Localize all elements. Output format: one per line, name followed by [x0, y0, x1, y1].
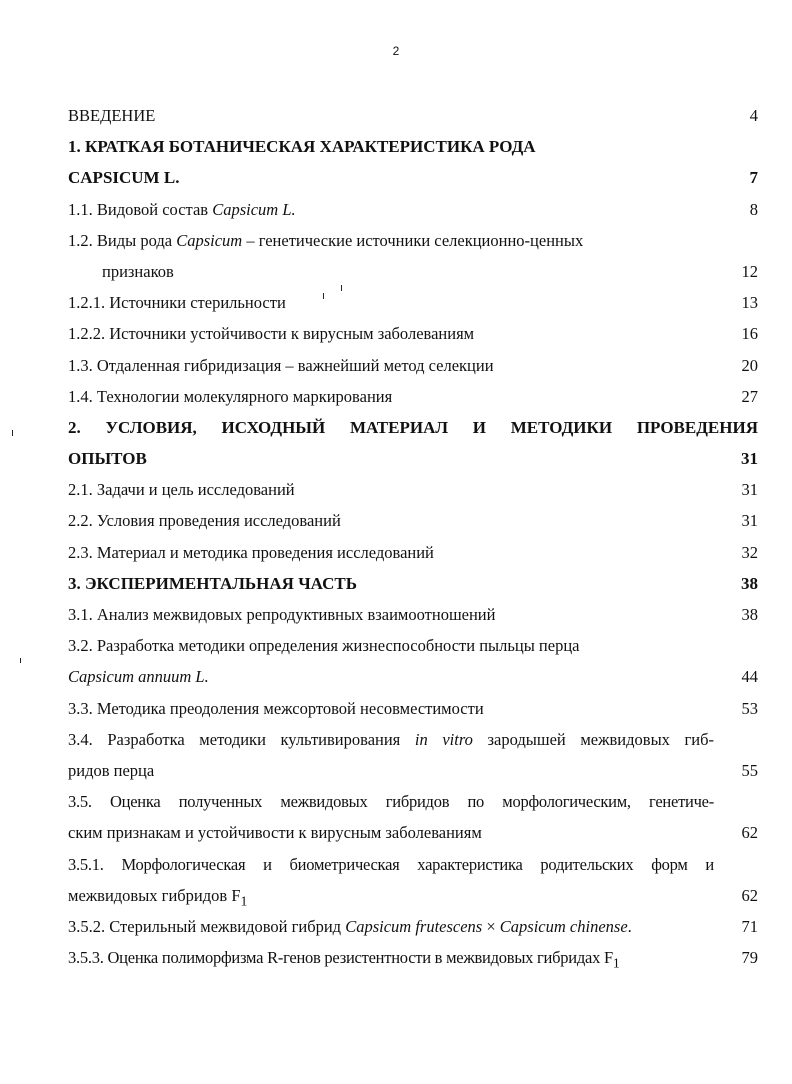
toc-entry-page: 8 — [749, 199, 758, 219]
toc-entry — [68, 724, 758, 755]
scan-speck — [323, 293, 324, 299]
toc-entry-page: 31 — [741, 480, 758, 500]
toc-entry — [68, 599, 758, 630]
toc-entry-title: 3. ЭКСПЕРИМЕНТАЛЬНАЯ ЧАСТЬ — [68, 573, 357, 593]
toc-entry-page: 62 — [741, 823, 758, 843]
toc-entry — [68, 630, 758, 661]
toc-entry — [68, 350, 758, 381]
toc-entry-title: 3.5.3. Оценка полиморфизма R-генов резистентности в межвидовых гибридах $F_1$ — [68, 948, 620, 971]
toc-entry-page: 53 — [741, 698, 758, 718]
toc-entry-title: признаков — [102, 261, 174, 281]
toc-entry-title: 1.4. Технологии молекулярного маркирования — [68, 386, 393, 406]
toc-entry — [68, 256, 758, 287]
toc-entry-title: 1. КРАТКАЯ БОТАНИЧЕСКАЯ ХАРАКТЕРИСТИКА РОДА — [68, 137, 536, 157]
toc-entry — [68, 505, 758, 536]
toc-entry-title: 3.1. Анализ межвидовых репродуктивных взаимоотношений — [68, 605, 496, 624]
toc-entry-page: 20 — [741, 355, 758, 375]
toc-entry — [68, 942, 758, 973]
toc-entry-title: межвидовых гибридов $F_1$ — [68, 885, 248, 908]
toc-entry — [68, 568, 758, 599]
toc-entry-page: 38 — [741, 573, 758, 593]
toc-entry — [68, 474, 758, 505]
toc-entry-title: 3.4. Разработка методики культивирования in vitro зародышей межвидовых гиб- — [68, 729, 715, 749]
toc-entry-page: 27 — [741, 386, 758, 406]
toc-entry-page: 44 — [741, 667, 758, 687]
toc-entry — [68, 162, 758, 193]
toc-entry-title: 1.1. Видовой состав Capsicum L. — [68, 199, 296, 219]
toc-entry — [68, 131, 758, 162]
toc-entry-title: 2.2. Условия проведения исследований — [68, 511, 341, 531]
scan-speck — [20, 658, 21, 663]
toc-entry — [68, 381, 758, 412]
toc-entry — [68, 537, 758, 568]
toc-entry — [68, 786, 758, 817]
table-of-contents — [68, 100, 758, 973]
toc-entry-page: 31 — [741, 449, 758, 469]
toc-entry — [68, 849, 758, 880]
toc-entry — [68, 755, 758, 786]
toc-entry-page: 31 — [741, 511, 758, 531]
toc-entry — [68, 412, 758, 443]
toc-entry-title: ОПЫТОВ — [68, 449, 147, 469]
toc-entry-page: 71 — [741, 916, 758, 936]
toc-entry — [68, 287, 758, 318]
scan-speck — [341, 285, 342, 291]
toc-entry-page: 62 — [741, 885, 758, 905]
toc-entry — [68, 693, 758, 724]
toc-entry — [68, 880, 758, 911]
toc-entry-title: 3.5.1. Морфологическая и биометрическая характеристика родительских форм и — [68, 854, 714, 874]
toc-entry — [68, 443, 758, 474]
toc-entry — [68, 318, 758, 349]
toc-entry — [68, 911, 758, 942]
toc-entry-page: 13 — [741, 293, 758, 313]
toc-entry-page: 4 — [749, 106, 758, 125]
scan-speck — [12, 430, 13, 436]
toc-entry-page: 38 — [741, 605, 758, 624]
toc-entry-title: 3.2. Разработка методики определения жизнеспособности пыльцы перца — [68, 636, 580, 656]
toc-entry-title: 1.2.2. Источники устойчивости к вирусным заболеваниям — [68, 324, 475, 344]
toc-entry — [68, 100, 758, 131]
toc-entry-title: 1.3. Отдаленная гибридизация – важнейший метод селекции — [68, 355, 494, 375]
toc-entry-title: 3.5.2. Стерильный межвидовой гибрид Capsicum frutescens × Capsicum chinense. — [68, 916, 632, 936]
toc-entry-title: ридов перца — [68, 760, 155, 780]
toc-entry-title: 3.3. Методика преодоления межсортовой несовместимости — [68, 698, 484, 718]
page-number: 2 — [392, 44, 400, 58]
toc-entry-title: ВВЕДЕНИЕ — [68, 106, 156, 125]
toc-entry-title: 2.1. Задачи и цель исследований — [68, 480, 295, 500]
toc-entry-title: 1.2.1. Источники стерильности — [68, 293, 286, 313]
toc-entry — [68, 225, 758, 256]
toc-entry-page: 79 — [741, 948, 758, 968]
toc-entry-page: 12 — [741, 261, 758, 281]
toc-entry-title: Capsicum annuum L. — [68, 667, 209, 687]
toc-entry-title: ским признакам и устойчивости к вирусным заболеваниям — [68, 823, 482, 843]
toc-entry-title: 2.3. Материал и методика проведения исследований — [68, 542, 434, 562]
toc-entry-page: 16 — [741, 324, 758, 344]
toc-entry — [68, 817, 758, 848]
toc-entry-page: 7 — [749, 168, 758, 188]
toc-entry — [68, 194, 758, 225]
toc-entry — [68, 661, 758, 692]
toc-entry-title: 3.5. Оценка полученных межвидовых гибридов по морфологическим, генетиче- — [68, 792, 714, 812]
toc-entry-title: 2. УСЛОВИЯ, ИСХОДНЫЙ МАТЕРИАЛ И МЕТОДИКИ ПРОВЕДЕНИЯ — [68, 417, 758, 437]
toc-entry-title: CAPSICUM L. — [68, 168, 180, 188]
toc-entry-page: 55 — [741, 760, 758, 780]
toc-entry-page: 32 — [741, 542, 758, 562]
toc-entry-title: 1.2. Виды рода Capsicum – генетические источники селекционно-ценных — [68, 230, 584, 250]
